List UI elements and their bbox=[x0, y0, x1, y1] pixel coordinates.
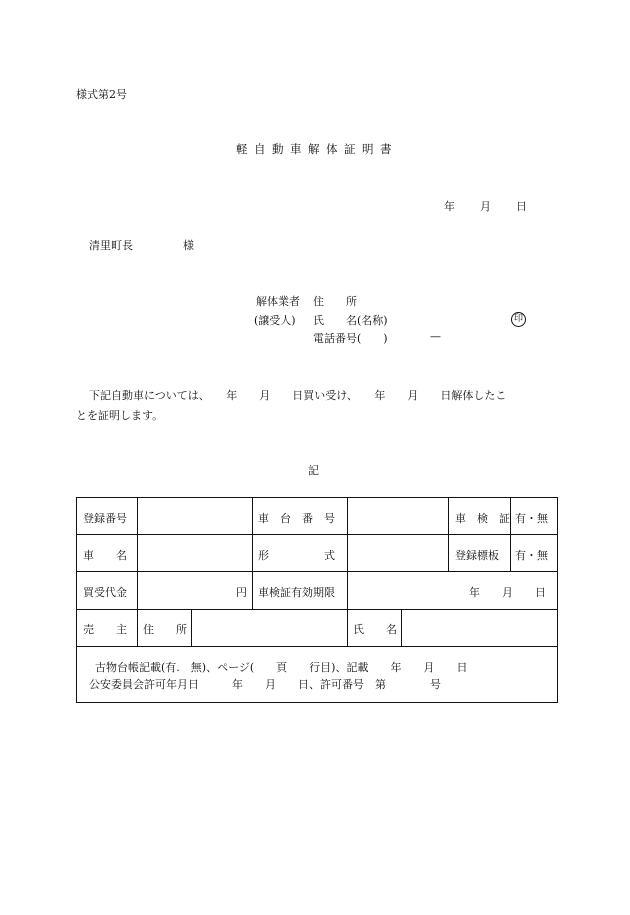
dismantler-role: 解体業者 bbox=[256, 295, 300, 308]
seller-name-label: 氏 名 bbox=[353, 623, 397, 636]
inspection-yes-no: 有・無 bbox=[515, 512, 548, 525]
dismantler-address-label: 住 所 bbox=[313, 295, 357, 308]
table-rule bbox=[76, 497, 77, 703]
seal-icon: 印 bbox=[511, 312, 526, 327]
ki-heading: 記 bbox=[308, 464, 319, 477]
car-name-label: 車 名 bbox=[83, 549, 127, 562]
transferee-role: (譲受人) bbox=[254, 314, 296, 327]
document-title: 軽自動車解体証明書 bbox=[236, 142, 398, 156]
plate-label: 登録標板 bbox=[455, 549, 499, 562]
chassis-no-label: 車 台 番 号 bbox=[258, 512, 335, 525]
yen-unit: 円 bbox=[236, 586, 247, 599]
table-rule bbox=[137, 609, 138, 646]
table-rule bbox=[76, 534, 558, 535]
addressee-name: 清里町長 bbox=[89, 239, 133, 252]
table-rule bbox=[137, 571, 138, 609]
dismantler-name-label: 氏 名(名称) bbox=[313, 314, 388, 327]
model-label: 形 式 bbox=[258, 549, 335, 562]
table-rule bbox=[76, 497, 558, 498]
table-rule bbox=[347, 609, 348, 646]
seal-mark bbox=[511, 311, 526, 327]
table-rule bbox=[76, 571, 558, 572]
table-rule bbox=[347, 497, 348, 572]
validity-date: 年 月 日 bbox=[469, 586, 546, 599]
table-rule bbox=[76, 609, 558, 610]
table-rule bbox=[76, 646, 558, 647]
table-rule bbox=[401, 609, 402, 646]
addressee-honorific: 様 bbox=[183, 239, 194, 252]
date-year: 年 bbox=[444, 200, 455, 213]
seller-address-label: 住 所 bbox=[143, 623, 187, 636]
certification-line-2: とを証明します。 bbox=[76, 409, 164, 422]
table-rule bbox=[252, 497, 253, 572]
seller-label: 売 主 bbox=[83, 623, 127, 636]
table-rule bbox=[76, 702, 558, 703]
table-rule bbox=[510, 497, 511, 572]
plate-yes-no: 有・無 bbox=[515, 549, 548, 562]
ledger-entry-line: 古物台帳記載(有. 無)、ページ( 頁 行目)、記載 年 月 日 bbox=[95, 661, 468, 674]
validity-label: 車検証有効期限 bbox=[258, 586, 335, 599]
date-day: 日 bbox=[516, 200, 527, 213]
phone-dash: — bbox=[430, 330, 441, 343]
table-rule bbox=[137, 497, 138, 572]
inspection-label: 車 検 証 bbox=[455, 512, 510, 525]
permit-info-line: 公安委員会許可年月日 年 月 日、許可番号 第 号 bbox=[89, 678, 441, 691]
reg-no-label: 登録番号 bbox=[83, 512, 127, 525]
certification-line-1: 下記自動車については、 年 月 日買い受け、 年 月 日解体したこ bbox=[89, 389, 507, 402]
phone-label: 電話番号( ) bbox=[313, 332, 388, 345]
table-rule bbox=[191, 609, 192, 646]
form-number: 様式第2号 bbox=[76, 88, 127, 101]
table-rule bbox=[448, 497, 449, 572]
table-rule bbox=[347, 571, 348, 609]
table-rule bbox=[557, 497, 558, 703]
purchase-price-label: 買受代金 bbox=[83, 586, 127, 599]
table-rule bbox=[252, 571, 253, 609]
date-month: 月 bbox=[480, 200, 491, 213]
